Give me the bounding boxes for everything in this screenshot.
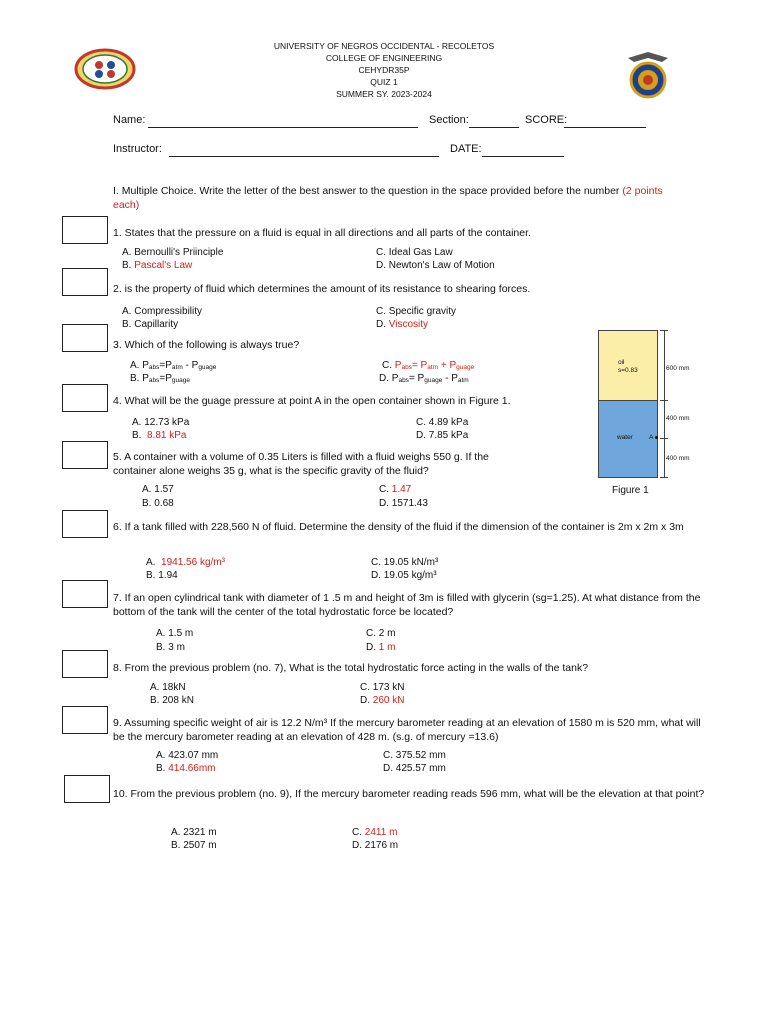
point-a-label: A [649,434,654,441]
q7-answer: 1 m [378,642,396,653]
answer-box-7[interactable] [62,580,108,608]
question-10: 10. From the previous problem (no. 9), If the mercury barometer reading reads 596 mm, what will be the elevation at that point? [113,788,705,800]
q6-option-d: D. 19.05 kg/m³ [371,570,437,581]
q1-option-a: A. Bernoulli's Priinciple [122,247,224,258]
q1-option-d: D. Newton's Law of Motion [376,260,495,271]
answer-box-9[interactable] [62,706,108,734]
q4-option-a: A. 12.73 kPa [132,417,190,428]
name-field[interactable] [148,127,418,128]
instructor-field[interactable] [169,156,439,157]
q4-answer: 8.81 kPa [147,430,187,441]
dim-400-mid: 400 mm [666,415,690,422]
answer-box-3[interactable] [62,324,108,352]
q6-option-b: B. 1.94 [146,570,178,581]
dimension-line [660,477,668,478]
q3-option-b: B. $P_{abs}=P_{guage}$ [130,373,190,384]
answer-box-1[interactable] [62,216,108,244]
q10-answer: 2411 m [364,827,398,838]
q10-option-b: B. 2507 m [171,840,217,851]
question-8: 8. From the previous problem (no. 7), What is the total hydrostatic force acting in the walls of the tank? [113,662,589,674]
section-field[interactable] [469,127,519,128]
instructor-label: Instructor: [113,143,162,155]
answer-box-4[interactable] [62,384,108,412]
answer-box-2[interactable] [62,268,108,296]
q10-option-d: D. 2176 m [352,840,399,851]
oil-label: oil [618,359,625,366]
q7-option-c: C. 2 m [366,628,396,639]
oil-layer [599,331,657,401]
q4-option-b: B. 8.81 kPa [132,430,187,441]
instructions-text: I. Multiple Choice. Write the letter of the best answer to the question in the space provided before the number [113,185,620,197]
question-2: 2. is the property of fluid which determines the amount of its resistance to shearing forces. [113,283,531,295]
name-label: Name: [113,114,146,126]
university-name: UNIVERSITY OF NEGROS OCCIDENTAL - RECOLETOS [273,41,495,51]
q10-option-c: C. 2411 m [352,827,398,838]
q5-option-a: A. 1.57 [142,484,174,495]
q6-answer: 1941.56 kg/m³ [161,557,225,568]
question-5: 5. A container with a volume of 0.35 Liters is filled with a fluid weighs 550 g. If the container alone weighs 35 g, what is the specific gravity of the fluid? [113,451,489,477]
q8-option-c: C. 173 kN [360,682,405,693]
q10-option-a: A. 2321 m [171,827,217,838]
q4-option-d: D. 7.85 kPa [416,430,469,441]
figure-1 [596,330,706,500]
water-label: water [617,434,633,441]
q2-option-c: C. Specific gravity [376,306,457,317]
q9-option-a: A. 423.07 mm [156,750,219,761]
q2-option-b: B. Capillarity [122,319,179,330]
q9-answer: 414.66mm [168,763,216,774]
question-7: 7. If an open cylindrical tank with diameter of 1 .5 m and height of 3m is filled with glycerin (sg=1.25). At what distance from the bottom of the tank will the center of the total hydrostatic force be located? [113,592,701,618]
instructions [113,184,673,212]
question-9: 9. Assuming specific weight of air is 12.2 N/m³ If the mercury barometer reading at an elevation of 1580 m is 520 mm, what will be the mercury barometer reading at an elevation of 428 m. (s.g. of mercury =13.6) [113,717,701,743]
date-field[interactable] [482,156,564,157]
section-label: Section: [429,114,469,126]
q2-answer: Viscosity [388,319,429,330]
quiz-title: QUIZ 1 [370,77,398,87]
q5-option-c: C. 1.47 [379,484,412,495]
school-term: SUMMER SY. 2023-2024 [336,89,432,99]
q5-option-b: B. 0.68 [142,498,174,509]
q3-answer: $P_{abs}= P_{atm} + P_{guage}$ [394,360,475,371]
question-1: 1. States that the pressure on a fluid is equal in all directions and all parts of the container. [113,227,531,239]
dim-600: 600 mm [666,365,690,372]
q6-option-a: A. 1941.56 kg/m³ [146,557,225,568]
answer-box-6[interactable] [62,510,108,538]
q8-answer: 260 kN [372,695,405,706]
answer-box-10[interactable] [64,775,110,803]
q3-option-c: C. $P_{abs}= P_{atm} + P_{guage}$ [382,360,475,371]
points-note: (2 points each) [113,185,663,211]
oil-sg-label: s=0.83 [618,367,638,374]
figure-caption: Figure 1 [612,485,649,496]
q5-answer: 1.47 [391,484,412,495]
q7-option-a: A. 1.5 m [156,628,194,639]
q8-option-d: D. 260 kN [360,695,405,706]
question-6: 6. If a tank filled with 228,560 N of fluid. Determine the density of the fluid if the dimension of the container is 2m x 2m x 3m [113,521,684,533]
course-code: CEHYDR35P [358,65,410,75]
q3-option-d: D. $P_{abs}= P_{guage} - P_{atm}$ [379,373,469,384]
q9-option-d: D. 425.57 mm [383,763,446,774]
q6-option-c: C. 19.05 kN/m³ [371,557,439,568]
date-label: DATE: [450,143,482,155]
dim-400-bot: 400 mm [666,455,690,462]
q3-option-a: A. $P_{abs}=P_{atm} - P_{guage}$ [130,360,217,371]
q1-option-b: B. Pascal's Law [122,260,193,271]
q7-option-d: D. 1 m [366,642,396,653]
question-3: 3. Which of the following is always true? [113,339,300,351]
college-name: COLLEGE OF ENGINEERING [325,53,443,63]
q9-option-c: C. 375.52 mm [383,750,446,761]
dimension-line [664,330,665,477]
q2-option-d: D. Viscosity [376,319,429,330]
q5-option-d: D. 1571.43 [379,498,428,509]
q2-option-a: A. Compressibility [122,306,203,317]
score-label: SCORE: [525,114,568,126]
question-4: 4. What will be the guage pressure at point A in the open container shown in Figure 1. [113,395,511,407]
answer-box-5[interactable] [62,441,108,469]
q9-option-b: B. 414.66mm [156,763,216,774]
point-a-dot [655,436,658,439]
q8-option-b: B. 208 kN [150,695,194,706]
q8-option-a: A. 18kN [150,682,186,693]
q1-option-c: C. Ideal Gas Law [376,247,453,258]
score-field[interactable] [564,127,646,128]
q7-option-b: B. 3 m [156,642,185,653]
answer-box-8[interactable] [62,650,108,678]
q1-answer: Pascal's Law [134,260,193,271]
q4-option-c: C. 4.89 kPa [416,417,469,428]
